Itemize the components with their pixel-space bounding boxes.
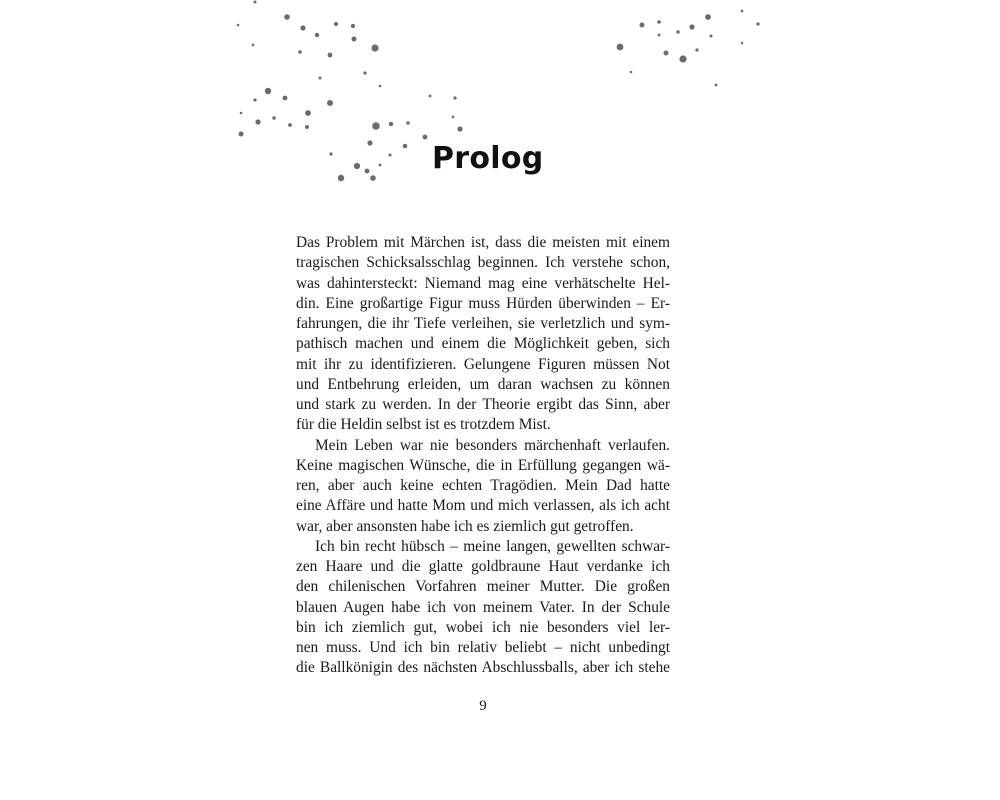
decorative-dot bbox=[676, 30, 679, 33]
decorative-dot bbox=[352, 37, 357, 42]
decorative-dot bbox=[254, 1, 257, 4]
decorative-dot bbox=[315, 33, 319, 37]
text-line: tragischen Schicksalsschlag beginnen. Ich verstehe schon, bbox=[296, 254, 670, 272]
decorative-dot bbox=[710, 35, 713, 38]
decorative-dot bbox=[329, 152, 332, 155]
decorative-dot bbox=[406, 121, 409, 124]
decorative-dot bbox=[255, 119, 260, 124]
decorative-dot bbox=[389, 122, 393, 126]
decorative-dot bbox=[298, 50, 302, 54]
decorative-dot bbox=[452, 116, 455, 119]
decorative-dot bbox=[240, 112, 243, 115]
decorative-dot bbox=[640, 23, 645, 28]
text-line: eine Affäre und hatte Mom und mich verlassen, als ich acht bbox=[296, 497, 670, 515]
decorative-dot bbox=[705, 14, 711, 20]
decorative-dot bbox=[741, 10, 744, 13]
text-line: den chilenischen Vorfahren meiner Mutter. Die großen bbox=[296, 578, 670, 596]
decorative-dot bbox=[327, 100, 333, 106]
text-line: ren, aber auch keine echten Tragödien. Mein Dad hatte bbox=[296, 477, 670, 494]
decorative-dot bbox=[371, 44, 378, 51]
decorative-dot bbox=[363, 71, 366, 74]
text-line: für die Heldin selbst ist es trotzdem Mist. bbox=[296, 416, 551, 434]
text-line: Das Problem mit Märchen ist, dass die meisten mit einem bbox=[296, 234, 670, 251]
decorative-dot bbox=[288, 123, 292, 127]
decorative-dot bbox=[423, 135, 428, 140]
text-line: fahrungen, die ihr Tiefe verleihen, sie verletzlich und sym- bbox=[296, 315, 670, 332]
text-line: bin ich ziemlich gut, wobei ich nie besonders viel ler- bbox=[296, 618, 670, 636]
decorative-dot bbox=[617, 44, 624, 51]
text-line: zen Haare und die glatte goldbraune Haut verdanke ich bbox=[296, 558, 670, 575]
text-line: blauen Augen habe ich von meinem Vater. In der Schule bbox=[296, 598, 670, 616]
decorative-dot bbox=[679, 55, 686, 62]
decorative-dot bbox=[389, 154, 392, 157]
text-line: nen muss. Und ich bin relativ beliebt – nicht unbedingt bbox=[296, 639, 670, 656]
page-number: 9 bbox=[479, 698, 487, 714]
decorative-dot bbox=[305, 125, 309, 129]
decorative-dot bbox=[253, 98, 256, 101]
decorative-dot bbox=[300, 25, 305, 30]
text-line: Keine magischen Wünsche, die in Erfüllung gegangen wä- bbox=[296, 456, 670, 474]
decorative-dot bbox=[252, 44, 255, 47]
text-line: pathisch machen und einem die Möglichkeit geben, sich bbox=[296, 335, 670, 353]
text-line: Ich bin recht hübsch – meine langen, gewellten schwar- bbox=[315, 537, 670, 555]
decorative-dot bbox=[756, 22, 759, 25]
decorative-dot bbox=[283, 96, 288, 101]
decorative-dot bbox=[284, 14, 290, 20]
decorative-dot bbox=[367, 140, 372, 145]
text-line: din. Eine großartige Figur muss Hürden überwinden – Er- bbox=[296, 294, 670, 312]
decorative-dot bbox=[658, 34, 661, 37]
text-line: mit ihr zu identifizieren. Gelungene Figuren müssen Not bbox=[296, 355, 670, 373]
decorative-dot bbox=[372, 122, 380, 130]
decorative-dot bbox=[403, 144, 408, 149]
decorative-dot bbox=[715, 84, 718, 87]
decorative-dot bbox=[664, 51, 669, 56]
text-line: die Ballkönigin des nächsten Abschlussballs, aber ich stehe bbox=[296, 659, 670, 677]
decorative-dot bbox=[457, 126, 462, 131]
decorative-dot bbox=[365, 169, 370, 174]
decorative-dot bbox=[272, 116, 275, 119]
decorative-dot bbox=[328, 53, 333, 58]
decorative-dot bbox=[351, 24, 355, 28]
text-line: und stark zu werden. In der Theorie ergibt das Sinn, aber bbox=[296, 396, 670, 413]
decorative-dot bbox=[319, 77, 322, 80]
decorative-dot bbox=[354, 163, 360, 169]
text-line: und Entbehrung erleiden, um daran wachsen zu können bbox=[296, 375, 670, 393]
decorative-dot bbox=[379, 164, 382, 167]
body-text bbox=[296, 233, 670, 679]
decorative-dot bbox=[741, 42, 743, 44]
chapter-title: Prolog bbox=[432, 141, 544, 176]
decorative-dot bbox=[334, 22, 338, 26]
decorative-dot bbox=[657, 20, 661, 24]
decorative-dot bbox=[265, 88, 271, 94]
decorative-dot bbox=[453, 96, 456, 99]
decorative-dot bbox=[305, 110, 311, 116]
decorative-dot bbox=[689, 24, 694, 29]
decorative-dot bbox=[379, 85, 382, 88]
decorative-dot bbox=[429, 95, 432, 98]
decorative-dot bbox=[338, 175, 344, 181]
text-line: war, aber ansonsten habe ich es ziemlich gut getroffen. bbox=[296, 517, 634, 535]
decorative-dot bbox=[695, 48, 698, 51]
decorative-dot bbox=[630, 71, 633, 74]
decorative-dot bbox=[239, 132, 244, 137]
decorative-dot bbox=[237, 24, 240, 27]
text-line: was dahintersteckt: Niemand mag eine verhätschelte Hel- bbox=[296, 274, 670, 292]
text-line: Mein Leben war nie besonders märchenhaft verlaufen. bbox=[315, 436, 670, 454]
decorative-dot bbox=[370, 175, 376, 181]
